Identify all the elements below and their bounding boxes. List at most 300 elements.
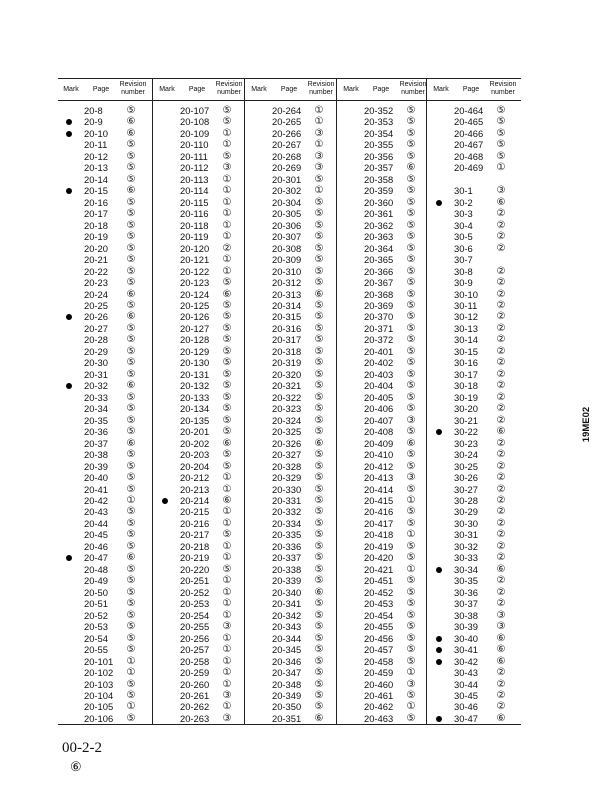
revision-number: ⑤ (314, 231, 324, 243)
revision-number: ② (496, 575, 506, 587)
page-number: 20-353 (364, 116, 394, 128)
page-number: 20-53 (84, 621, 108, 633)
page-number: 30-5 (454, 231, 473, 243)
revision-number: ② (496, 334, 506, 346)
column-divider (336, 78, 337, 724)
revision-number: ⑤ (406, 575, 416, 587)
revision-number: ⑥ (126, 288, 136, 300)
revision-number: ⑤ (496, 127, 506, 139)
revision-number: ③ (406, 472, 416, 484)
revision-number: ⑤ (406, 655, 416, 667)
revision-number: ⑤ (314, 219, 324, 231)
revision-number: ⑤ (314, 322, 324, 334)
revision-number: ⑤ (314, 494, 324, 506)
page-number: 20-15 (84, 185, 108, 197)
page-number: 20-412 (364, 460, 394, 472)
page-number: 20-322 (272, 391, 302, 403)
page-number: 20-215 (180, 506, 210, 518)
page-number: 20-306 (272, 219, 302, 231)
revision-number: ② (496, 598, 506, 610)
revision-number: ⑤ (406, 277, 416, 289)
page-number: 20-453 (364, 598, 394, 610)
page-number: 20-327 (272, 449, 302, 461)
page-number: 30-31 (454, 529, 478, 541)
revision-number: ② (496, 368, 506, 380)
revision-number: ① (314, 139, 324, 151)
revision-number: ⑤ (406, 632, 416, 644)
page-number: 20-122 (180, 265, 210, 277)
page-number: 20-408 (364, 426, 394, 438)
page-number: 20-204 (180, 460, 210, 472)
page-number: 20-108 (180, 116, 210, 128)
page-number: 20-260 (180, 678, 210, 690)
revision-number: ⑤ (126, 322, 136, 334)
page-number: 20-301 (272, 173, 302, 185)
page-number: 20-418 (364, 529, 394, 541)
revision-number: ⑤ (314, 265, 324, 277)
header-revision: Revision (399, 81, 427, 88)
revision-number: ⑤ (126, 563, 136, 575)
page-number: 20-52 (84, 609, 108, 621)
revision-number: ⑤ (126, 391, 136, 403)
revision-number: ⑤ (126, 632, 136, 644)
revision-number: ⑤ (314, 345, 324, 357)
revision-number: ⑤ (126, 105, 136, 116)
page-number: 20-357 (364, 162, 394, 174)
page-number: 20-372 (364, 334, 394, 346)
page-number: 20-107 (180, 105, 210, 116)
page-number: 20-47 (84, 552, 108, 564)
revision-number: ⑤ (314, 426, 324, 438)
header-page: Page (462, 86, 480, 93)
page-number: 20-354 (364, 127, 394, 139)
page-number: 20-251 (180, 575, 210, 587)
revision-number: ② (496, 506, 506, 518)
change-mark (66, 119, 72, 125)
page-number: 20-55 (84, 644, 108, 656)
revision-number: ⑤ (126, 345, 136, 357)
revision-number: ① (222, 655, 232, 667)
header-page: Page (372, 86, 390, 93)
revision-number: ⑤ (496, 116, 506, 128)
revision-number: ⑤ (314, 449, 324, 461)
page-number: 20-351 (272, 712, 302, 724)
revision-number: ⑤ (406, 391, 416, 403)
document-code-text: 19ME02 (581, 406, 593, 443)
revision-number: ⑥ (126, 185, 136, 197)
revision-number: ① (406, 667, 416, 679)
page-number: 20-119 (180, 231, 209, 243)
revision-number: ⑤ (314, 517, 324, 529)
page-number: 20-341 (272, 598, 302, 610)
revision-number: ⑤ (406, 426, 416, 438)
header-mark: Mark (251, 86, 267, 93)
page-number: 20-465 (454, 116, 484, 128)
page-number: 20-203 (180, 449, 210, 461)
revision-number: ② (496, 552, 506, 564)
page-number: 30-20 (454, 403, 478, 415)
revision-number: ⑤ (126, 277, 136, 289)
revision-number: ⑤ (406, 552, 416, 564)
revision-number: ⑤ (126, 196, 136, 208)
page-number: 20-14 (84, 173, 108, 185)
page-number: 20-43 (84, 506, 108, 518)
revision-number: ① (126, 655, 136, 667)
revision-number: ⑤ (406, 196, 416, 208)
change-mark (436, 567, 442, 573)
revision-number: ① (314, 116, 324, 128)
revision-number: ⑤ (314, 242, 324, 254)
page-number: 20-217 (180, 529, 210, 541)
page-number: 20-310 (272, 265, 302, 277)
revision-number: ⑤ (126, 208, 136, 220)
revision-number: ⑤ (126, 598, 136, 610)
page-number: 20-19 (84, 231, 108, 243)
revision-number: ⑥ (406, 437, 416, 449)
revision-number: ⑤ (314, 689, 324, 701)
page-number: 20-363 (364, 231, 394, 243)
revision-number: ① (222, 575, 232, 587)
revision-number: ⑤ (406, 299, 416, 311)
header-revision: number (121, 89, 145, 96)
page-number: 30-13 (454, 322, 478, 334)
page-number: 30-19 (454, 391, 478, 403)
footer-revision: ⑥ (70, 759, 82, 774)
page-number: 20-54 (84, 632, 108, 644)
page-number: 20-316 (272, 322, 302, 334)
revision-number: ⑤ (314, 208, 324, 220)
page-number: 20-461 (364, 689, 394, 701)
revision-number: ② (496, 242, 506, 254)
revision-number: ⑤ (406, 127, 416, 139)
revision-number: ⑤ (126, 540, 136, 552)
revision-number: ⑥ (314, 437, 324, 449)
page-number: 20-359 (364, 185, 394, 197)
page-number: 30-10 (454, 288, 478, 300)
revision-number: ⑤ (126, 472, 136, 484)
page-number: 20-11 (84, 139, 108, 151)
revision-number: ⑤ (222, 357, 232, 369)
page-number: 20-463 (364, 712, 394, 724)
page-number: 20-414 (364, 483, 394, 495)
revision-number: ⑤ (406, 254, 416, 266)
revision-number: ① (222, 701, 232, 713)
revision-number: ① (222, 667, 232, 679)
page-number: 20-109 (180, 127, 210, 139)
page-number: 20-345 (272, 644, 302, 656)
page-number: 20-40 (84, 472, 108, 484)
revision-number: ① (222, 173, 232, 185)
revision-number: ⑤ (126, 678, 136, 690)
page-number: 30-30 (454, 517, 478, 529)
revision-number: ③ (222, 621, 232, 633)
page-number: 30-22 (454, 426, 478, 438)
page-number: 20-343 (272, 621, 302, 633)
revision-number: ③ (496, 185, 506, 197)
revision-number: ③ (222, 689, 232, 701)
revision-number: ⑤ (406, 150, 416, 162)
page-number: 20-264 (272, 105, 302, 116)
page-number: 20-468 (454, 150, 484, 162)
document-code (583, 405, 597, 445)
page-number: 20-37 (84, 437, 108, 449)
revision-number: ① (222, 265, 232, 277)
revision-number: ⑤ (126, 162, 136, 174)
revision-number: ⑤ (314, 483, 324, 495)
page-number: 20-114 (180, 185, 209, 197)
page-number: 30-40 (454, 632, 478, 644)
revision-number: ① (314, 185, 324, 197)
revision-number: ② (496, 667, 506, 679)
revision-number: ② (496, 460, 506, 472)
page-number: 30-29 (454, 506, 478, 518)
revision-number: ⑤ (406, 231, 416, 243)
page-number: 20-257 (180, 644, 210, 656)
page-number: 20-8 (84, 105, 103, 116)
page-number: 20-305 (272, 208, 302, 220)
revision-number: ⑤ (406, 598, 416, 610)
page-number: 20-371 (364, 322, 394, 334)
page-number: 20-20 (84, 242, 108, 254)
page-number: 20-302 (272, 185, 302, 197)
revision-number: ⑤ (126, 621, 136, 633)
page-number: 20-336 (272, 540, 302, 552)
revision-number: ⑤ (222, 345, 232, 357)
revision-number: ⑤ (222, 105, 232, 116)
revision-number: ⑤ (222, 414, 232, 426)
page-number: 20-102 (84, 667, 114, 679)
page-number: 20-356 (364, 150, 394, 162)
page-number: 20-33 (84, 391, 108, 403)
page-number: 30-43 (454, 667, 478, 679)
page-number: 20-104 (84, 689, 114, 701)
revision-number: ② (222, 242, 232, 254)
page-number: 20-362 (364, 219, 394, 231)
page-number: 20-255 (180, 621, 210, 633)
header-revision: number (309, 89, 333, 96)
page-number: 30-41 (454, 644, 478, 656)
page-number: 30-24 (454, 449, 478, 461)
revision-number: ③ (222, 162, 232, 174)
page-number: 20-368 (364, 288, 394, 300)
revision-number: ② (496, 277, 506, 289)
revision-number: ① (222, 644, 232, 656)
page-number: 20-13 (84, 162, 108, 174)
page-number: 20-315 (272, 311, 302, 323)
revision-number: ⑥ (496, 632, 506, 644)
page-number: 30-44 (454, 678, 478, 690)
page-number: 20-420 (364, 552, 394, 564)
revision-number: ① (222, 678, 232, 690)
revision-number: ⑤ (406, 173, 416, 185)
revision-number: ⑤ (314, 472, 324, 484)
revision-number: ⑤ (126, 529, 136, 541)
page-number: 20-216 (180, 517, 210, 529)
revision-number: ③ (314, 162, 324, 174)
page-number: 20-115 (180, 196, 209, 208)
header-revision: number (491, 89, 515, 96)
revision-number: ⑤ (314, 655, 324, 667)
page-number: 20-32 (84, 380, 108, 392)
page-number: 20-417 (364, 517, 394, 529)
revision-number: ⑤ (406, 586, 416, 598)
footer-page-number: 00-2-2 (62, 740, 102, 756)
page-number: 30-21 (454, 414, 478, 426)
page-number: 20-367 (364, 277, 394, 289)
header-page: Page (280, 86, 298, 93)
revision-number: ② (496, 689, 506, 701)
revision-number: ⑤ (314, 334, 324, 346)
page-number: 20-404 (364, 380, 394, 392)
page-number: 20-413 (364, 472, 394, 484)
revision-number: ⑤ (222, 380, 232, 392)
revision-number: ⑤ (314, 380, 324, 392)
revision-number: ⑤ (406, 208, 416, 220)
revision-number: ⑤ (314, 368, 324, 380)
revision-number: ② (496, 311, 506, 323)
revision-number: ⑤ (314, 609, 324, 621)
revision-number: ⑤ (126, 150, 136, 162)
page-number: 20-347 (272, 667, 302, 679)
revision-number: ⑤ (314, 529, 324, 541)
page-number: 20-252 (180, 586, 210, 598)
page-number: 20-464 (454, 105, 484, 116)
revision-number: ⑤ (406, 185, 416, 197)
revision-number: ⑤ (406, 403, 416, 415)
revision-number: ⑥ (222, 437, 232, 449)
page-number: 20-23 (84, 277, 108, 289)
page-number: 20-118 (180, 219, 209, 231)
revision-number: ① (406, 494, 416, 506)
change-mark (66, 131, 72, 137)
revision-number: ② (496, 380, 506, 392)
page-number: 20-133 (180, 391, 210, 403)
page-number: 20-366 (364, 265, 394, 277)
page-number: 20-121 (180, 254, 210, 266)
page-number: 20-415 (364, 494, 394, 506)
page-number: 20-26 (84, 311, 108, 323)
page-number: 30-42 (454, 655, 478, 667)
page-number: 20-105 (84, 701, 114, 713)
page-number: 20-34 (84, 403, 108, 415)
revision-number: ⑤ (406, 712, 416, 724)
page-number: 20-456 (364, 632, 394, 644)
page-number: 20-370 (364, 311, 394, 323)
revision-number: ① (222, 472, 232, 484)
revision-number: ⑥ (496, 644, 506, 656)
page-number: 30-37 (454, 598, 478, 610)
page-number: 30-1 (454, 185, 473, 197)
header-revision: number (401, 89, 425, 96)
revision-number: ⑤ (406, 689, 416, 701)
page-number: 30-33 (454, 552, 478, 564)
revision-number: ③ (222, 712, 232, 724)
revision-number: ⑤ (222, 529, 232, 541)
page-number: 20-18 (84, 219, 108, 231)
page-number: 20-304 (272, 196, 302, 208)
page-number: 20-458 (364, 655, 394, 667)
page-number: 20-344 (272, 632, 302, 644)
revision-number: ① (222, 196, 232, 208)
page-number: 30-45 (454, 689, 478, 701)
revision-number: ① (222, 208, 232, 220)
page-number: 20-219 (180, 552, 210, 564)
change-mark (436, 716, 442, 722)
page-number: 20-269 (272, 162, 302, 174)
revision-number: ② (496, 701, 506, 713)
revision-number: ② (496, 494, 506, 506)
page-number: 20-317 (272, 334, 302, 346)
page-number: 20-469 (454, 162, 484, 174)
revision-number: ⑤ (222, 311, 232, 323)
page-number: 30-28 (454, 494, 478, 506)
page-number: 20-116 (180, 208, 209, 220)
page-number: 20-35 (84, 414, 108, 426)
page-number: 30-15 (454, 345, 478, 357)
page-number: 20-126 (180, 311, 210, 323)
page-number: 20-220 (180, 563, 210, 575)
revision-number: ⑤ (406, 322, 416, 334)
revision-number: ⑤ (496, 105, 506, 116)
page-number: 20-46 (84, 540, 108, 552)
revision-number: ⑤ (314, 357, 324, 369)
page-number: 20-22 (84, 265, 108, 277)
page-number: 20-124 (180, 288, 210, 300)
revision-number: ⑤ (126, 299, 136, 311)
revision-number: ② (496, 345, 506, 357)
revision-number: ⑤ (406, 506, 416, 518)
page-number: 20-406 (364, 403, 394, 415)
page-number: 20-254 (180, 609, 210, 621)
page-number: 20-313 (272, 288, 302, 300)
page-number: 20-134 (180, 403, 210, 415)
page-number: 20-256 (180, 632, 210, 644)
revision-number: ⑤ (126, 139, 136, 151)
page-number: 20-214 (180, 494, 210, 506)
page-number: 30-32 (454, 540, 478, 552)
page-number: 20-467 (454, 139, 484, 151)
page-number: 20-51 (84, 598, 108, 610)
header-revision: Revision (489, 81, 517, 88)
revision-number: ⑤ (222, 403, 232, 415)
page-number: 20-335 (272, 529, 302, 541)
header-page: Page (188, 86, 206, 93)
page-number: 20-312 (272, 277, 302, 289)
revision-number: ⑤ (126, 609, 136, 621)
page-number: 20-212 (180, 472, 210, 484)
revision-number: ③ (314, 150, 324, 162)
revision-number: ⑤ (126, 483, 136, 495)
revision-number: ⑤ (314, 632, 324, 644)
revision-number: ① (222, 609, 232, 621)
change-mark (436, 659, 442, 665)
page-number: 30-27 (454, 483, 478, 495)
page-number: 30-23 (454, 437, 478, 449)
page-number: 20-319 (272, 357, 302, 369)
revision-number: ⑤ (314, 277, 324, 289)
revision-number: ⑤ (126, 265, 136, 277)
page-number: 20-31 (84, 368, 108, 380)
page-number: 20-360 (364, 196, 394, 208)
page-number: 20-326 (272, 437, 302, 449)
revision-number: ⑥ (126, 116, 136, 128)
revision-number: ⑤ (406, 139, 416, 151)
revision-number: ② (496, 517, 506, 529)
column-divider (426, 78, 427, 724)
page-number: 30-4 (454, 219, 473, 231)
page-number: 30-11 (454, 299, 478, 311)
page-number: 20-202 (180, 437, 210, 449)
